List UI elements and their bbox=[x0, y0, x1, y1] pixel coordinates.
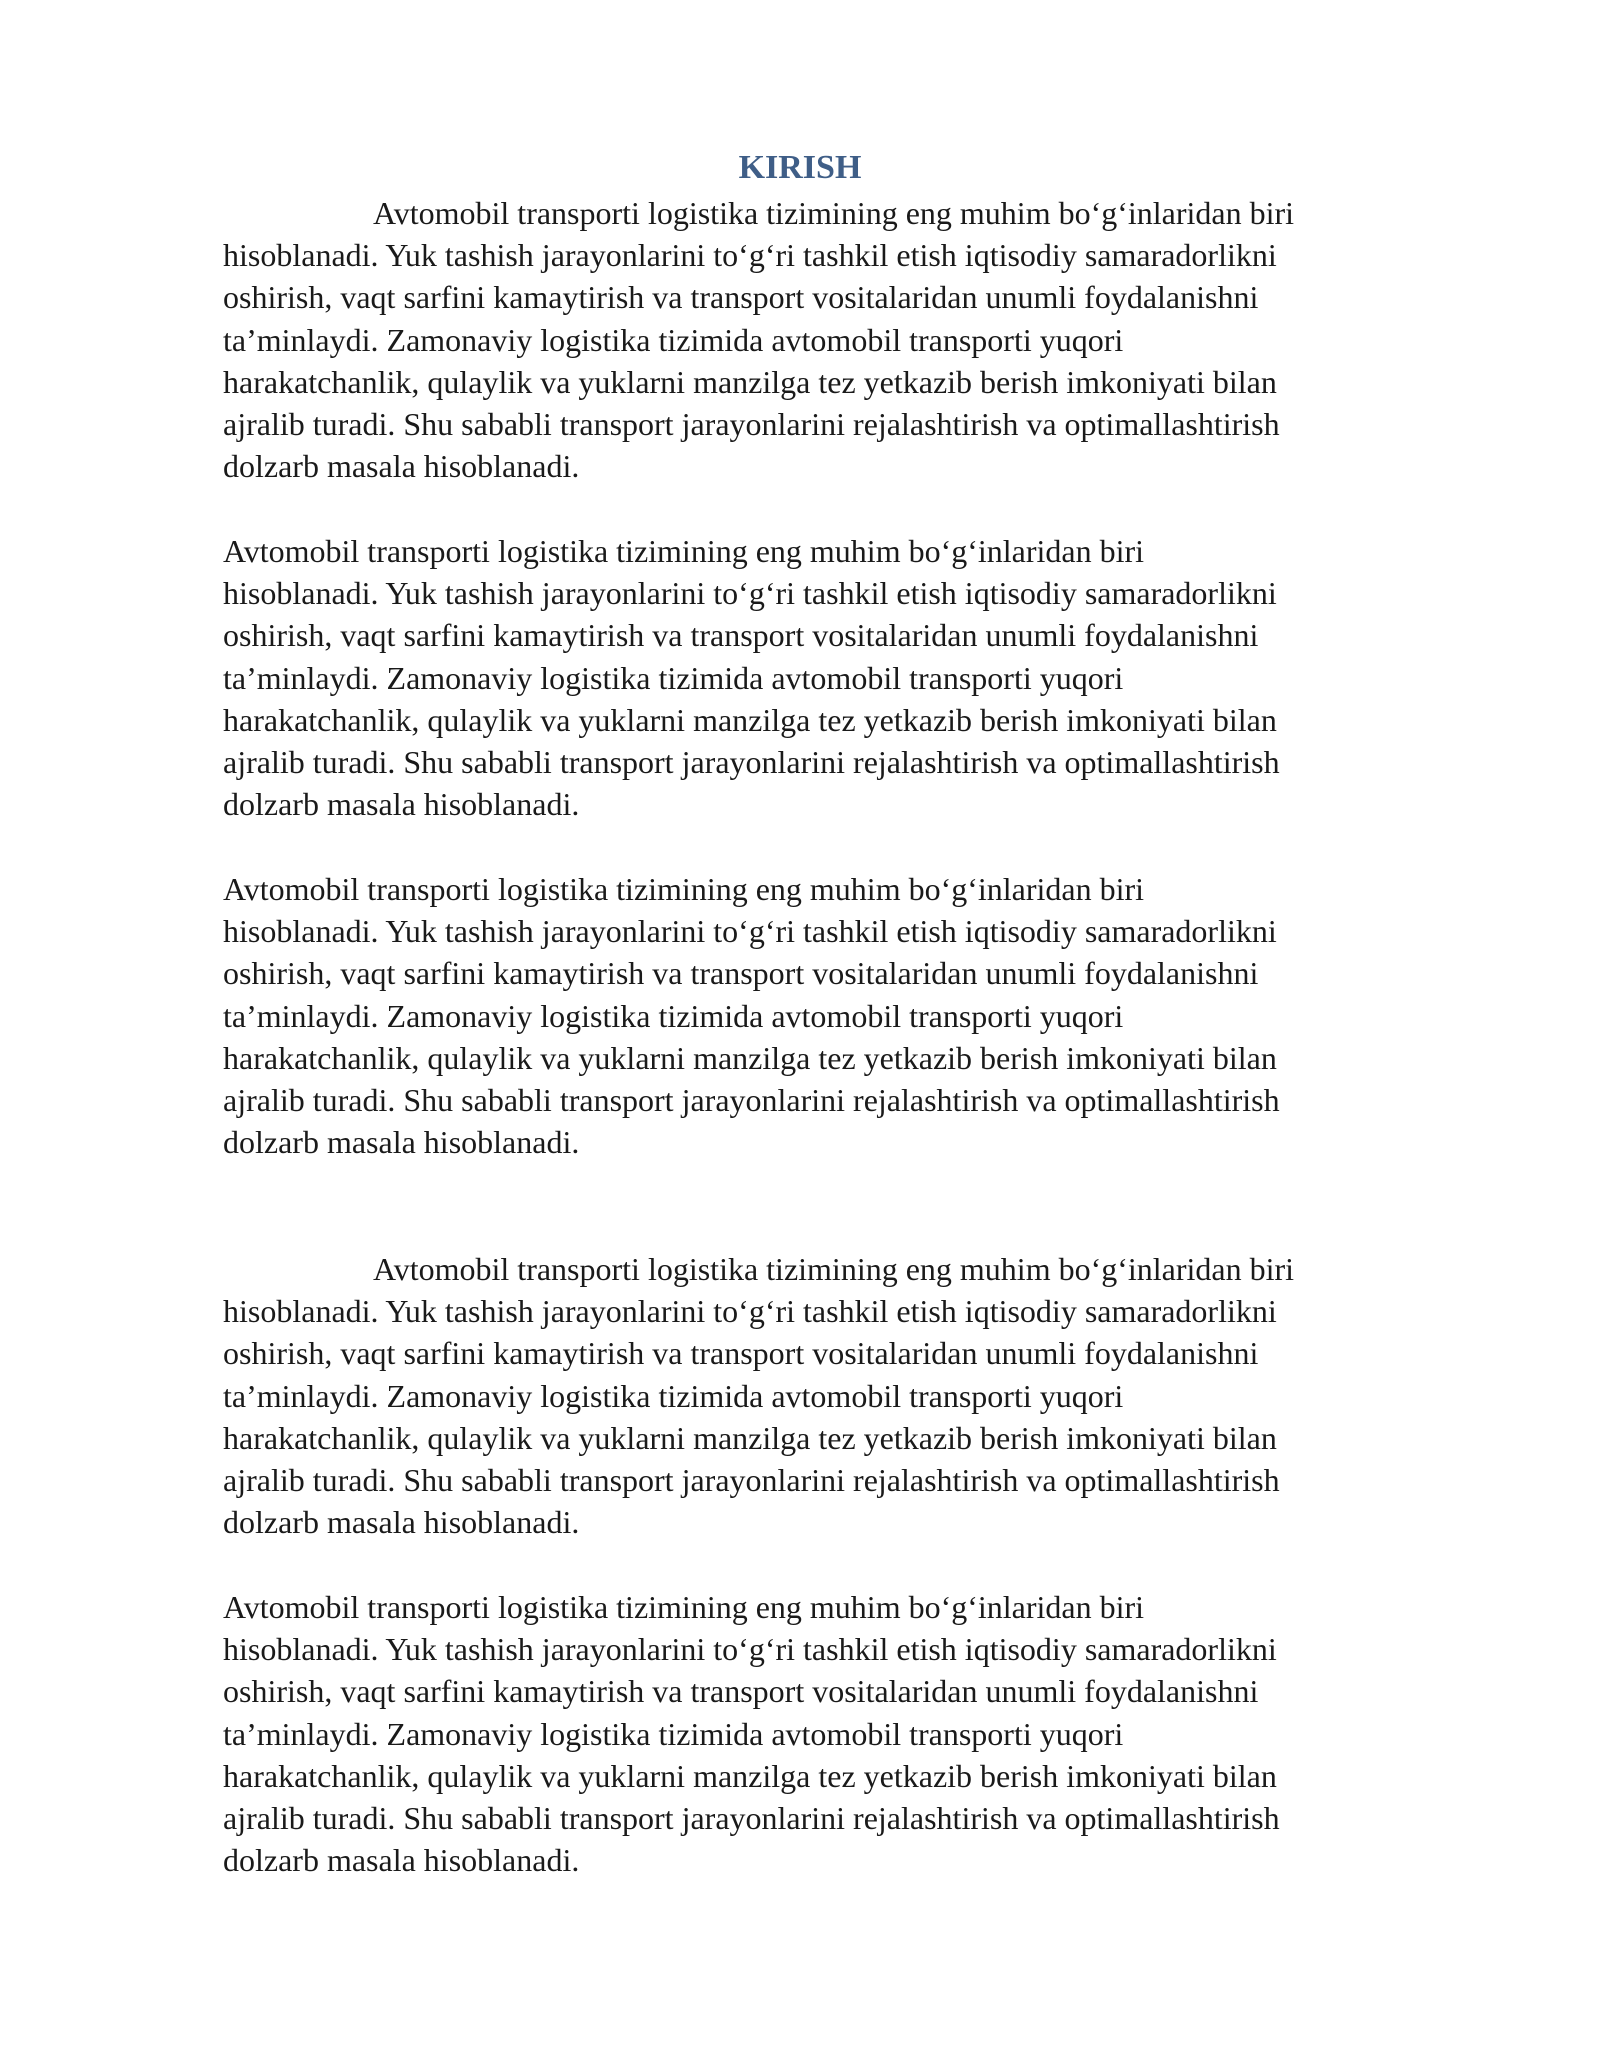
paragraph-line: oshirish, vaqt sarfini kamaytirish va transport vositalaridan unumli foydalanishni bbox=[223, 1673, 1259, 1710]
paragraph-line: hisoblanadi. Yuk tashish jarayonlarini to‘g‘ri tashkil etish iqtisodiy samaradorlikni bbox=[223, 1631, 1277, 1668]
paragraph-line: dolzarb masala hisoblanadi. bbox=[223, 1124, 580, 1161]
paragraph-line: hisoblanadi. Yuk tashish jarayonlarini to‘g‘ri tashkil etish iqtisodiy samaradorlikni bbox=[223, 575, 1277, 612]
paragraph-line: ajralib turadi. Shu sababli transport jarayonlarini rejalashtirish va optimallashtirish bbox=[223, 405, 1280, 442]
paragraph-3 bbox=[223, 868, 1443, 1163]
paragraph-line: dolzarb masala hisoblanadi. bbox=[223, 1504, 580, 1541]
paragraph-line: ajralib turadi. Shu sababli transport jarayonlarini rejalashtirish va optimallashtirish bbox=[223, 1081, 1280, 1118]
section-heading: KIRISH bbox=[738, 149, 862, 186]
paragraph-line: ta’minlaydi. Zamonaviy logistika tizimida avtomobil transporti yuqori bbox=[223, 997, 1124, 1034]
paragraph-line: Avtomobil transporti logistika tizimining eng muhim bo‘g‘inlaridan biri bbox=[223, 533, 1145, 569]
paragraph-line: oshirish, vaqt sarfini kamaytirish va transport vositalaridan unumli foydalanishni bbox=[223, 279, 1259, 316]
paragraph-line: hisoblanadi. Yuk tashish jarayonlarini to‘g‘ri tashkil etish iqtisodiy samaradorlikni bbox=[223, 1293, 1277, 1330]
paragraph-line: oshirish, vaqt sarfini kamaytirish va transport vositalaridan unumli foydalanishni bbox=[223, 617, 1259, 654]
paragraph-line: ajralib turadi. Shu sababli transport jarayonlarini rejalashtirish va optimallashtirish bbox=[223, 743, 1280, 780]
paragraph-line: Avtomobil transporti logistika tizimining eng muhim bo‘g‘inlaridan biri bbox=[223, 1589, 1145, 1625]
paragraph-line: harakatchanlik, qulaylik va yuklarni manzilga tez yetkazib berish imkoniyati bilan bbox=[223, 701, 1277, 738]
paragraph-line: oshirish, vaqt sarfini kamaytirish va transport vositalaridan unumli foydalanishni bbox=[223, 955, 1259, 992]
paragraph-line: ta’minlaydi. Zamonaviy logistika tizimida avtomobil transporti yuqori bbox=[223, 1715, 1124, 1752]
paragraph-line: ta’minlaydi. Zamonaviy logistika tizimida avtomobil transporti yuqori bbox=[223, 1377, 1124, 1414]
paragraph-2 bbox=[223, 530, 1443, 825]
paragraph-line: Avtomobil transporti logistika tizimining eng muhim bo‘g‘inlaridan biri bbox=[223, 871, 1145, 907]
paragraph-line: ajralib turadi. Shu sababli transport jarayonlarini rejalashtirish va optimallashtirish bbox=[223, 1461, 1280, 1498]
paragraph-4 bbox=[223, 1248, 1443, 1543]
paragraph-line: hisoblanadi. Yuk tashish jarayonlarini to‘g‘ri tashkil etish iqtisodiy samaradorlikni bbox=[223, 237, 1277, 274]
paragraph-line: ta’minlaydi. Zamonaviy logistika tizimida avtomobil transporti yuqori bbox=[223, 321, 1124, 358]
paragraph-line: harakatchanlik, qulaylik va yuklarni manzilga tez yetkazib berish imkoniyati bilan bbox=[223, 1757, 1277, 1794]
paragraph-1 bbox=[223, 192, 1443, 487]
paragraph-line: harakatchanlik, qulaylik va yuklarni manzilga tez yetkazib berish imkoniyati bilan bbox=[223, 363, 1277, 400]
paragraph-line: harakatchanlik, qulaylik va yuklarni manzilga tez yetkazib berish imkoniyati bilan bbox=[223, 1419, 1277, 1456]
paragraph-line: ta’minlaydi. Zamonaviy logistika tizimida avtomobil transporti yuqori bbox=[223, 659, 1124, 696]
paragraph-line: ajralib turadi. Shu sababli transport jarayonlarini rejalashtirish va optimallashtirish bbox=[223, 1799, 1280, 1836]
paragraph-line: Avtomobil transporti logistika tizimining eng muhim bo‘g‘inlaridan biri bbox=[373, 195, 1295, 231]
paragraph-line: harakatchanlik, qulaylik va yuklarni manzilga tez yetkazib berish imkoniyati bilan bbox=[223, 1039, 1277, 1076]
paragraph-line: dolzarb masala hisoblanadi. bbox=[223, 1842, 580, 1879]
paragraph-line: hisoblanadi. Yuk tashish jarayonlarini to‘g‘ri tashkil etish iqtisodiy samaradorlikni bbox=[223, 913, 1277, 950]
paragraph-line: dolzarb masala hisoblanadi. bbox=[223, 448, 580, 485]
paragraph-line: Avtomobil transporti logistika tizimining eng muhim bo‘g‘inlaridan biri bbox=[373, 1251, 1295, 1287]
paragraph-line: dolzarb masala hisoblanadi. bbox=[223, 786, 580, 823]
paragraph-line: oshirish, vaqt sarfini kamaytirish va transport vositalaridan unumli foydalanishni bbox=[223, 1335, 1259, 1372]
paragraph-5 bbox=[223, 1586, 1443, 1881]
